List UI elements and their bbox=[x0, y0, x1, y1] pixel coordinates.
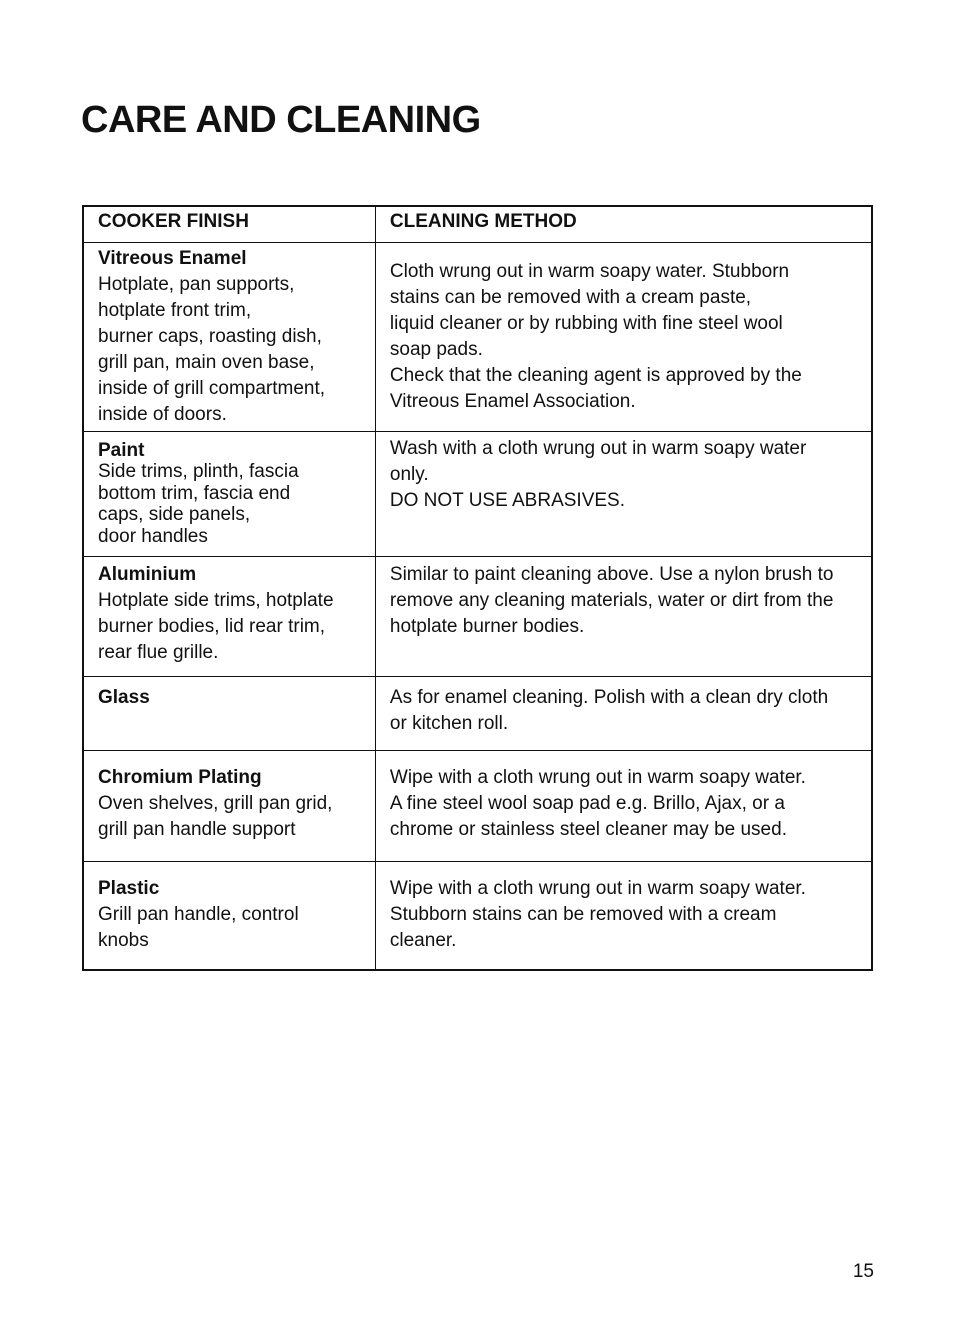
finish-name: Vitreous Enamel bbox=[98, 247, 247, 269]
table-row bbox=[83, 556, 872, 676]
finish-name: Aluminium bbox=[98, 563, 197, 585]
method-cell: Similar to paint cleaning above. Use a nylon brush to remove any cleaning materials, water or dirt from the hotplate burner bodies. bbox=[375, 556, 872, 676]
finish-cell bbox=[83, 676, 375, 750]
finish-items: Side trims, plinth, fascia bottom trim, fascia end caps, side panels, door handles bbox=[98, 461, 299, 547]
table-row bbox=[83, 676, 872, 750]
method-cell: Wash with a cloth wrung out in warm soapy water only. DO NOT USE ABRASIVES. bbox=[375, 431, 872, 556]
table-row bbox=[83, 861, 872, 970]
table-row bbox=[83, 431, 872, 556]
finish-cell bbox=[83, 431, 375, 556]
header-cooker-finish: COOKER FINISH bbox=[83, 206, 375, 242]
method-cell: As for enamel cleaning. Polish with a clean dry cloth or kitchen roll. bbox=[375, 676, 872, 750]
finish-items: Grill pan handle, control knobs bbox=[98, 903, 299, 951]
finish-name: Plastic bbox=[98, 877, 160, 899]
finish-items: Hotplate, pan supports, hotplate front trim, burner caps, roasting dish, grill pan, main oven base, inside of grill compartment, inside of doors. bbox=[98, 273, 326, 425]
finish-name: Chromium Plating bbox=[98, 766, 262, 788]
finish-items: Hotplate side trims, hotplate burner bodies, lid rear trim, rear flue grille. bbox=[98, 589, 334, 663]
header-cleaning-method: CLEANING METHOD bbox=[375, 206, 872, 242]
finish-cell bbox=[83, 242, 375, 431]
finish-cell bbox=[83, 556, 375, 676]
finish-name: Glass bbox=[98, 686, 150, 708]
method-cell: Wipe with a cloth wrung out in warm soapy water. Stubborn stains can be removed with a cream cleaner. bbox=[375, 861, 872, 970]
care-cleaning-table bbox=[82, 205, 873, 971]
method-cell: Cloth wrung out in warm soapy water. Stubborn stains can be removed with a cream paste, liquid cleaner or by rubbing with fine steel wool soap pads. Check that the cleaning agent is approved by the Vitreous Enamel Association. bbox=[375, 242, 872, 431]
finish-items: Oven shelves, grill pan grid, grill pan handle support bbox=[98, 792, 333, 840]
table-header-row bbox=[83, 206, 872, 242]
table-row bbox=[83, 750, 872, 861]
method-cell: Wipe with a cloth wrung out in warm soapy water. A fine steel wool soap pad e.g. Brillo, Ajax, or a chrome or stainless steel cleaner may be used. bbox=[375, 750, 872, 861]
page-number: 15 bbox=[852, 1261, 874, 1282]
finish-cell bbox=[83, 861, 375, 970]
finish-cell bbox=[83, 750, 375, 861]
finish-name: Paint bbox=[98, 439, 145, 461]
table-row bbox=[83, 242, 872, 431]
page-title: CARE AND CLEANING bbox=[81, 99, 481, 141]
